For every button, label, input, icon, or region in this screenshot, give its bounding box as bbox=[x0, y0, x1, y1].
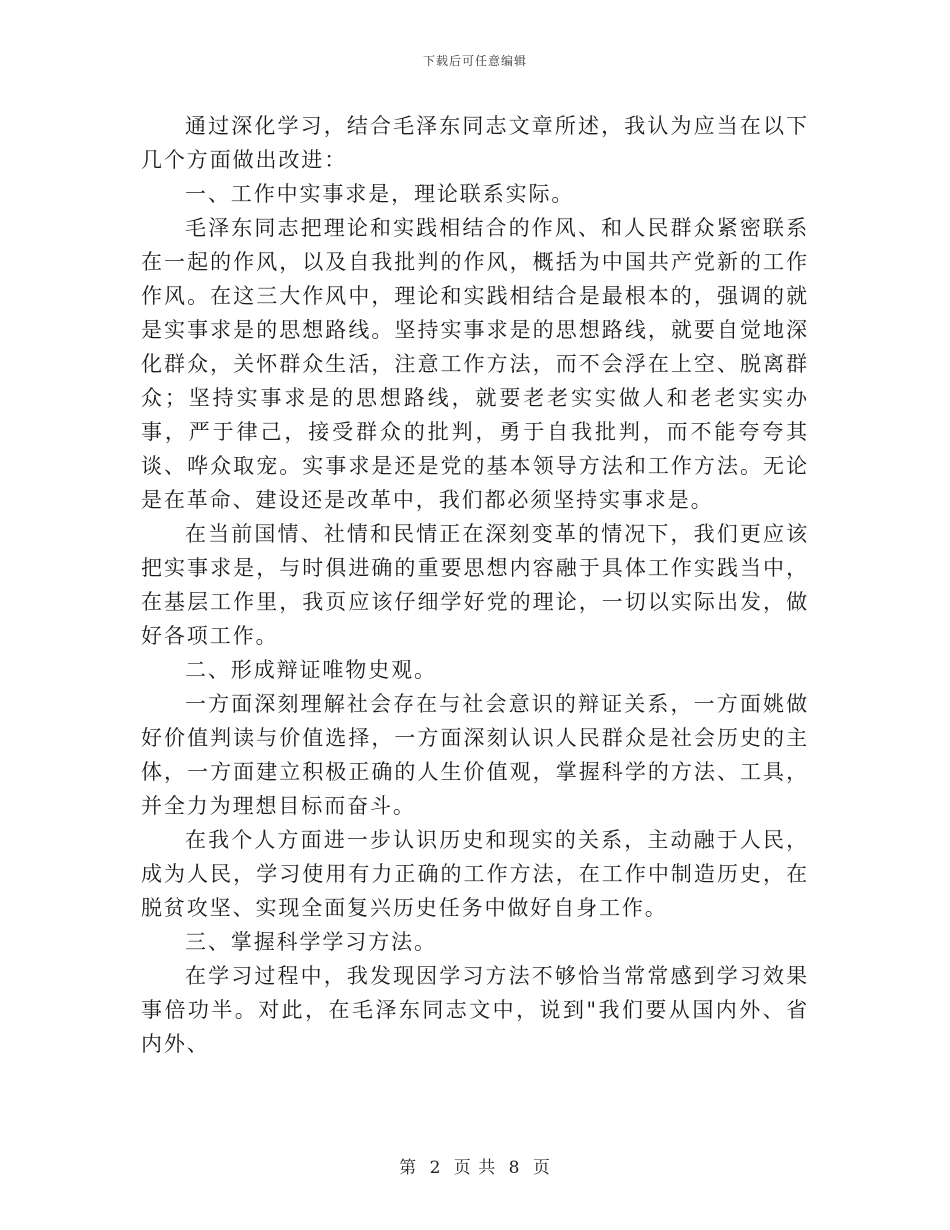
paragraph-intro: 通过深化学习，结合毛泽东同志文章所述，我认为应当在以下几个方面做出改进： bbox=[141, 114, 809, 172]
footer-total-pages: 8 bbox=[508, 1158, 521, 1178]
paragraph-work-style: 毛泽东同志把理论和实践相结合的作风、和人民群众紧密联系在一起的作风，以及自我批判的作风，概括为中国共产党新的工作作风。在这三大作风中，理论和实践相结合是最根本的，强调的就是实事求是的思想路线。坚持实事求是的思想路线，就要自觉地深化群众，关怀群众生活，注意工作方法，而不会浮在上空、脱离群众；坚持实事求是的思想路线，就要老老实实做人和老老实实办事，严于律己，接受群众的批判，勇于自我批判，而不能夸夸其谈、哗众取宠。实事求是还是党的基本领导方法和工作方法。无论是在革命、建设还是改革中，我们都必须坚持实事求是。 bbox=[141, 216, 809, 512]
footer-middle: 页 共 bbox=[453, 1158, 497, 1178]
footer-current-page: 2 bbox=[429, 1158, 442, 1178]
section-heading-3: 三、掌握科学学习方法。 bbox=[185, 930, 437, 954]
section-heading-2: 二、形成辩证唯物史观。 bbox=[185, 658, 437, 682]
page-footer bbox=[0, 1153, 950, 1178]
page-header: 下载后可任意编辑 bbox=[422, 54, 527, 68]
paragraph-materialism: 一方面深刻理解社会存在与社会意识的辩证关系，一方面姚做好价值判读与价值选择，一方面深刻认识人民群众是社会历史的主体，一方面建立积极正确的人生价值观，掌握科学的方法、工具，并全力为理想目标而奋斗。 bbox=[141, 692, 809, 818]
document-body bbox=[141, 109, 809, 1061]
paragraph-current-situation: 在当前国情、社情和民情正在深刻变革的情况下，我们更应该把实事求是，与时俱进确的重要思想内容融于具体工作实践当中，在基层工作里，我页应该仔细学好党的理论，一切以实际出发，做好各项工作。 bbox=[141, 522, 809, 648]
paragraph-study-method: 在学习过程中，我发现因学习方法不够恰当常常感到学习效果事倍功半。对此，在毛泽东同志文中，说到"我们要从国内外、省内外、 bbox=[141, 964, 809, 1056]
footer-prefix: 第 bbox=[399, 1158, 418, 1178]
paragraph-personal: 在我个人方面进一步认识历史和现实的关系，主动融于人民，成为人民，学习使用有力正确的工作方法，在工作中制造历史，在脱贫攻坚、实现全面复兴历史任务中做好自身工作。 bbox=[141, 828, 809, 920]
footer-suffix: 页 bbox=[532, 1158, 551, 1178]
section-heading-1: 一、工作中实事求是，理论联系实际。 bbox=[185, 182, 575, 206]
